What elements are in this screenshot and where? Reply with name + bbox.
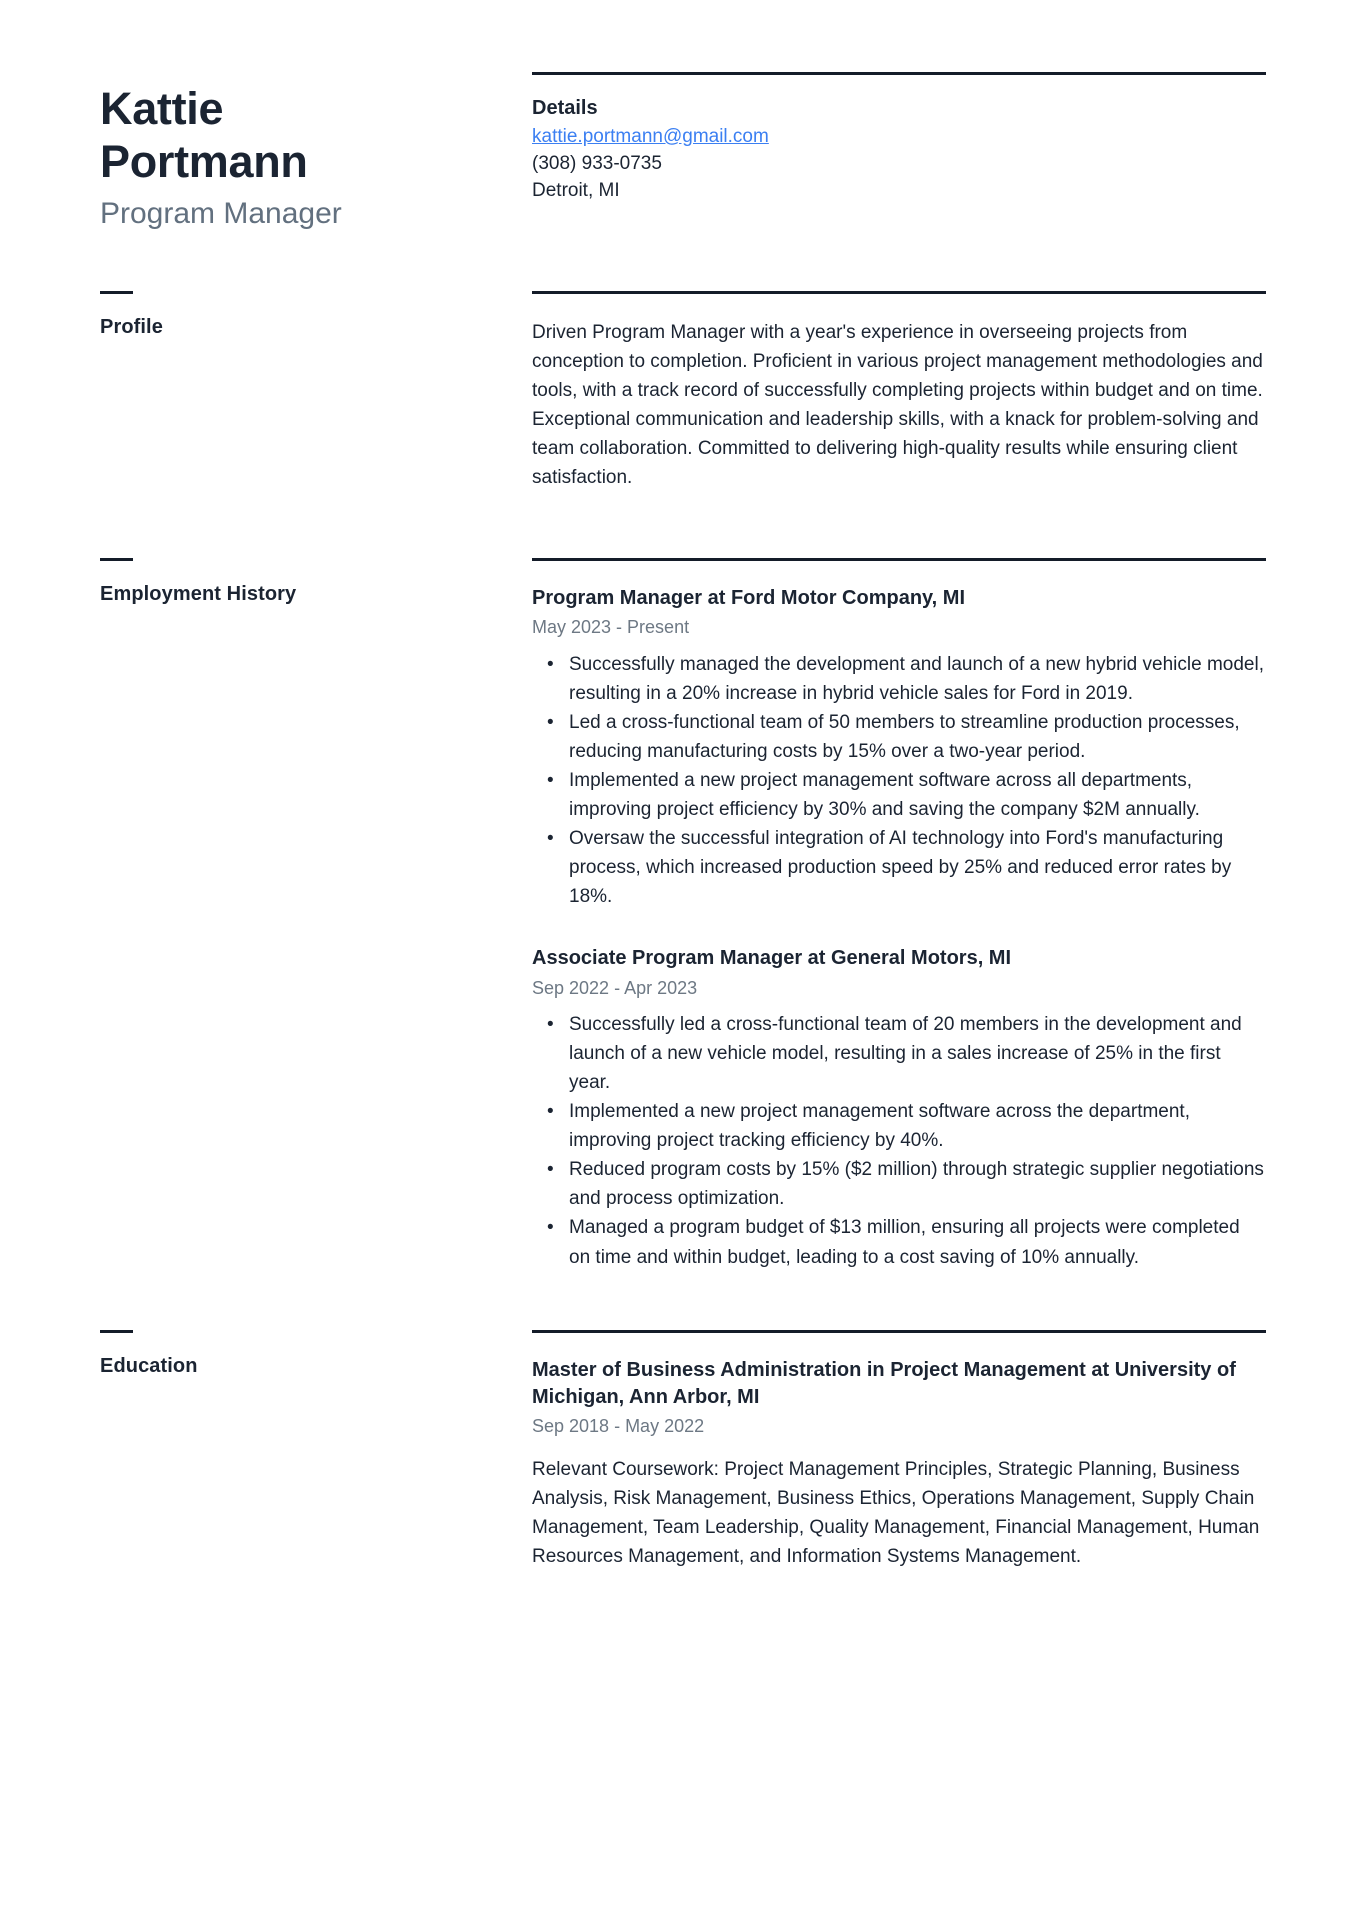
employment-entry-title: Associate Program Manager at General Motors, MI <box>532 947 1012 970</box>
spacer <box>532 235 1266 291</box>
education-section <box>532 1330 1266 1571</box>
header-left-column <box>100 72 532 235</box>
email-link[interactable]: kattie.portmann@gmail.com <box>532 126 769 147</box>
profile-section <box>532 291 1266 492</box>
list-item: • Implemented a new project management software across the department, improving project tracking efficiency by 40%. <box>569 1097 1266 1155</box>
spacer <box>532 1272 1266 1330</box>
header-job-title: Program Manager <box>100 197 342 231</box>
page-title: Kattie Portmann <box>100 83 308 188</box>
list-item: • Implemented a new project management software across all departments, improving project efficiency by 30% and saving the company $2M annually. <box>569 766 1266 824</box>
sidebar-item-education: Education <box>100 1354 198 1377</box>
education-entry-description: Relevant Coursework: Project Management Principles, Strategic Planning, Business Analysis, Risk Management, Business Ethics, Operations Management, Supply Chain Management, Team Leadership, Quality Management, Financial Management, Human Resources Management, and Information Systems Management. <box>532 1458 1260 1567</box>
profile-section-label-wrap <box>100 291 500 339</box>
spacer <box>100 492 532 558</box>
details-section <box>532 72 1266 235</box>
spacer <box>100 1272 532 1330</box>
name-block <box>100 72 500 235</box>
employment-section <box>532 558 1266 1272</box>
sidebar-item-employment-history: Employment History <box>100 583 297 606</box>
spacer <box>100 235 532 291</box>
phone-text: (308) 933-0735 <box>532 152 662 174</box>
employment-entry-bullets <box>532 1010 1266 1272</box>
employment-entry-date: May 2023 - Present <box>532 617 690 638</box>
profile-label-column <box>100 291 532 492</box>
resume-layout <box>100 72 1266 1571</box>
list-item: • Oversaw the successful integration of AI technology into Ford's manufacturing process, which increased production speed by 25% and reduced error rates by 18%. <box>569 824 1266 911</box>
education-entry <box>532 1357 1266 1571</box>
section-rule-employment <box>100 558 133 561</box>
section-rule-education <box>100 1330 133 1333</box>
employment-entry-title: Program Manager at Ford Motor Company, MI <box>532 587 965 610</box>
employment-section-label-wrap <box>100 558 500 606</box>
education-section-label-wrap <box>100 1330 500 1378</box>
employment-entry <box>532 945 1266 1271</box>
section-rule-profile <box>100 291 133 294</box>
spacer <box>532 492 1266 558</box>
list-item: • Managed a program budget of $13 million, ensuring all projects were completed on time and within budget, leading to a cost saving of 10% annually. <box>569 1213 1266 1271</box>
education-label-column <box>100 1330 532 1571</box>
sidebar-item-profile: Profile <box>100 315 163 338</box>
education-entry-title: Master of Business Administration in Project Management at University of Michigan, Ann Arbor, MI <box>532 1358 1236 1408</box>
employment-entry-date: Sep 2022 - Apr 2023 <box>532 977 698 998</box>
list-item: • Reduced program costs by 15% ($2 million) through strategic supplier negotiations and process optimization. <box>569 1155 1266 1213</box>
profile-text: Driven Program Manager with a year's experience in overseeing projects from conception to completion. Proficient in various project management methodologies and tools, with a track record of successfully completing projects within budget and on time. Exceptional communication and leadership skills, with a knack for problem-solving and team collaboration. Committed to delivering high-quality results while ensuring client satisfaction. <box>532 321 1263 488</box>
list-item: • Successfully led a cross-functional team of 20 members in the development and launch of a new vehicle model, resulting in a sales increase of 25% in the first year. <box>569 1010 1266 1097</box>
education-entry-date: Sep 2018 - May 2022 <box>532 1416 705 1437</box>
employment-entry <box>532 585 1266 911</box>
spacer <box>532 911 1266 945</box>
details-heading: Details <box>532 97 598 119</box>
employment-entry-bullets <box>532 650 1266 912</box>
location-text: Detroit, MI <box>532 179 620 201</box>
list-item: • Led a cross-functional team of 50 members to streamline production processes, reducing manufacturing costs by 15% over a two-year period. <box>569 708 1266 766</box>
employment-label-column <box>100 558 532 1272</box>
list-item: • Successfully managed the development and launch of a new hybrid vehicle model, resulting in a 20% increase in hybrid vehicle sales for Ford in 2019. <box>569 650 1266 708</box>
